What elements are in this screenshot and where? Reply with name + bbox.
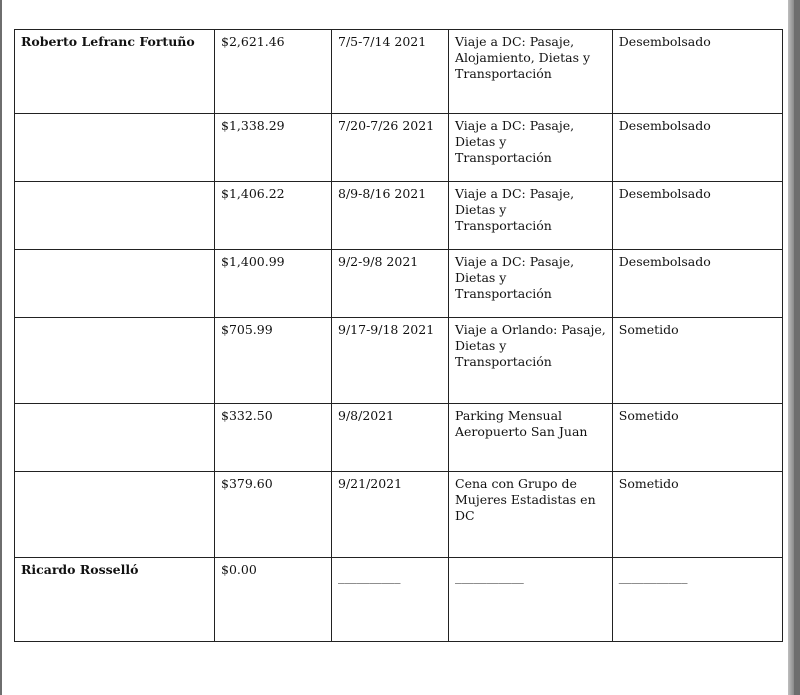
status-cell — [612, 30, 782, 114]
description-line: Dietas y — [455, 202, 507, 217]
status-cell — [612, 404, 782, 472]
dates-text: 7/5-7/14 2021 — [338, 34, 427, 49]
beneficiary-name-cell — [15, 472, 215, 558]
beneficiary-name-cell — [15, 318, 215, 404]
amount-cell: $332.50 — [215, 404, 332, 472]
amount-cell: $0.00 — [215, 558, 332, 642]
status-cell — [612, 114, 782, 182]
table-row — [15, 250, 783, 318]
description-line: Dietas y — [455, 134, 507, 149]
status-text: Desembolsado — [618, 186, 711, 201]
description-line: Aeropuerto San Juan — [455, 424, 588, 439]
status-text: Sometido — [618, 322, 679, 337]
description-line: Transportación — [455, 150, 552, 165]
dates-text: 9/21/2021 — [338, 476, 403, 491]
amount-cell: $379.60 — [215, 472, 332, 558]
status-text: Desembolsado — [618, 34, 711, 49]
description-line: Viaje a DC: Pasaje, — [455, 186, 575, 201]
beneficiary-name-cell: Roberto Lefranc Fortuño — [15, 30, 215, 114]
description-line: Mujeres Estadistas en — [455, 492, 596, 507]
status-cell — [612, 182, 782, 250]
dates-text: 9/2-9/8 2021 — [338, 254, 419, 269]
document-page — [2, 0, 794, 695]
description-cell — [449, 318, 613, 404]
amount-cell: $1,406.22 — [215, 182, 332, 250]
dates-cell — [332, 30, 449, 114]
description-cell — [449, 250, 613, 318]
description-cell — [449, 30, 613, 114]
status-cell — [612, 558, 782, 642]
dates-cell — [332, 558, 449, 642]
dates-cell — [332, 182, 449, 250]
dates-cell — [332, 404, 449, 472]
description-line: Viaje a DC: Pasaje, — [455, 34, 575, 49]
table-row — [15, 182, 783, 250]
amount-cell: $705.99 — [215, 318, 332, 404]
description-cell — [449, 472, 613, 558]
description-line: DC — [455, 508, 475, 523]
page-edge-shadow — [788, 0, 794, 695]
status-text: Sometido — [618, 408, 679, 423]
dates-text: 8/9-8/16 2021 — [338, 186, 427, 201]
description-line: ___________ — [455, 569, 524, 584]
table-row — [15, 472, 783, 558]
dates-text: 7/20-7/26 2021 — [338, 118, 435, 133]
dates-cell — [332, 318, 449, 404]
dates-text: __________ — [338, 569, 401, 584]
beneficiary-name-cell — [15, 250, 215, 318]
description-line: Transportación — [455, 354, 552, 369]
description-line: Alojamiento, Dietas y — [455, 50, 591, 65]
description-cell — [449, 182, 613, 250]
description-line: Parking Mensual — [455, 408, 563, 423]
dates-text: 9/8/2021 — [338, 408, 395, 423]
beneficiary-name-cell — [15, 114, 215, 182]
expenses-table — [14, 29, 783, 642]
status-cell — [612, 318, 782, 404]
status-cell — [612, 472, 782, 558]
dates-cell — [332, 114, 449, 182]
dates-text: 9/17-9/18 2021 — [338, 322, 435, 337]
amount-cell: $1,338.29 — [215, 114, 332, 182]
table-row — [15, 404, 783, 472]
status-cell — [612, 250, 782, 318]
beneficiary-name-cell: Ricardo Rosselló — [15, 558, 215, 642]
description-cell — [449, 114, 613, 182]
status-text: Sometido — [618, 476, 679, 491]
table-row — [15, 318, 783, 404]
description-cell — [449, 404, 613, 472]
status-text: Desembolsado — [618, 254, 711, 269]
description-line: Viaje a Orlando: Pasaje, — [455, 322, 606, 337]
beneficiary-name-cell — [15, 182, 215, 250]
description-line: Dietas y — [455, 270, 507, 285]
amount-cell: $2,621.46 — [215, 30, 332, 114]
description-line: Transportación — [455, 66, 552, 81]
description-line: Cena con Grupo de — [455, 476, 577, 491]
description-line: Transportación — [455, 286, 552, 301]
description-line: Transportación — [455, 218, 552, 233]
status-text: Desembolsado — [618, 118, 711, 133]
dates-cell — [332, 250, 449, 318]
beneficiary-name-cell — [15, 404, 215, 472]
table-row — [15, 558, 783, 642]
dates-cell — [332, 472, 449, 558]
description-cell — [449, 558, 613, 642]
amount-cell: $1,400.99 — [215, 250, 332, 318]
status-text: ___________ — [618, 569, 688, 584]
description-line: Viaje a DC: Pasaje, — [455, 118, 575, 133]
description-line: Viaje a DC: Pasaje, — [455, 254, 575, 269]
table-row — [15, 30, 783, 114]
table-row — [15, 114, 783, 182]
expenses-table-body — [15, 30, 783, 642]
description-line: Dietas y — [455, 338, 507, 353]
